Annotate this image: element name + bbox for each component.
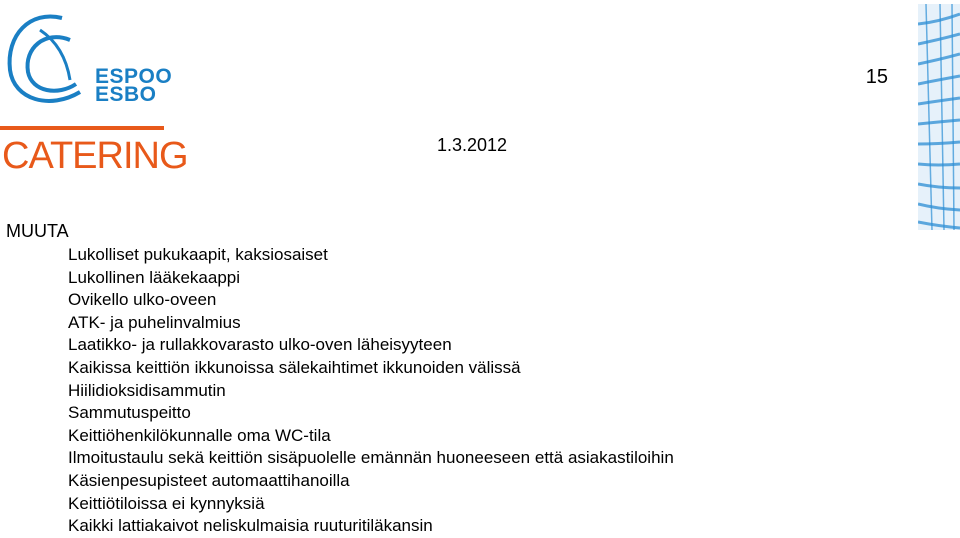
logo-espoo-text: ESPOO bbox=[95, 65, 173, 88]
list-item: Laatikko- ja rullakkovarasto ulko-oven läheisyyteen bbox=[68, 335, 452, 355]
espoo-swirl-icon bbox=[0, 0, 100, 125]
list-item: Lukolliset pukukaapit, kaksiosaiset bbox=[68, 245, 328, 264]
logo-divider bbox=[0, 126, 164, 130]
list-item: Käsienpesupisteet automaattihanoilla bbox=[68, 470, 350, 490]
list-item: Kaikissa keittiön ikkunoissa sälekaihtimet ikkunoiden välissä bbox=[68, 357, 521, 377]
section-title: MUUTA bbox=[6, 221, 69, 241]
logo-esbo-text: ESBO bbox=[95, 83, 157, 106]
list-item: ATK- ja puhelinvalmius bbox=[68, 312, 241, 332]
list-item: Ilmoitustaulu sekä keittiön sisäpuolelle emännän huoneeseen että asiakastiloihin bbox=[68, 448, 674, 468]
espoo-catering-logo bbox=[0, 0, 188, 180]
list-item: Lukollinen lääkekaappi bbox=[68, 267, 241, 287]
logo-catering-text: CATERING bbox=[2, 135, 188, 177]
item-list bbox=[68, 244, 674, 538]
list-item: Hiilidioksidisammutin bbox=[68, 380, 226, 400]
list-item: Keittiötiloissa ei kynnyksiä bbox=[68, 493, 265, 513]
list-item: Keittiöhenkilökunnalle oma WC-tila bbox=[68, 425, 331, 445]
list-item: Sammutuspeitto bbox=[68, 403, 191, 423]
page-number: 15 bbox=[865, 66, 888, 88]
document-date: 1.3.2012 bbox=[437, 135, 508, 155]
list-item: Ovikello ulko-oveen bbox=[68, 290, 217, 310]
decorative-stripes bbox=[918, 4, 960, 230]
list-item: Kaikki lattiakaivot neliskulmaisia ruuturitiläkansin bbox=[68, 516, 433, 536]
